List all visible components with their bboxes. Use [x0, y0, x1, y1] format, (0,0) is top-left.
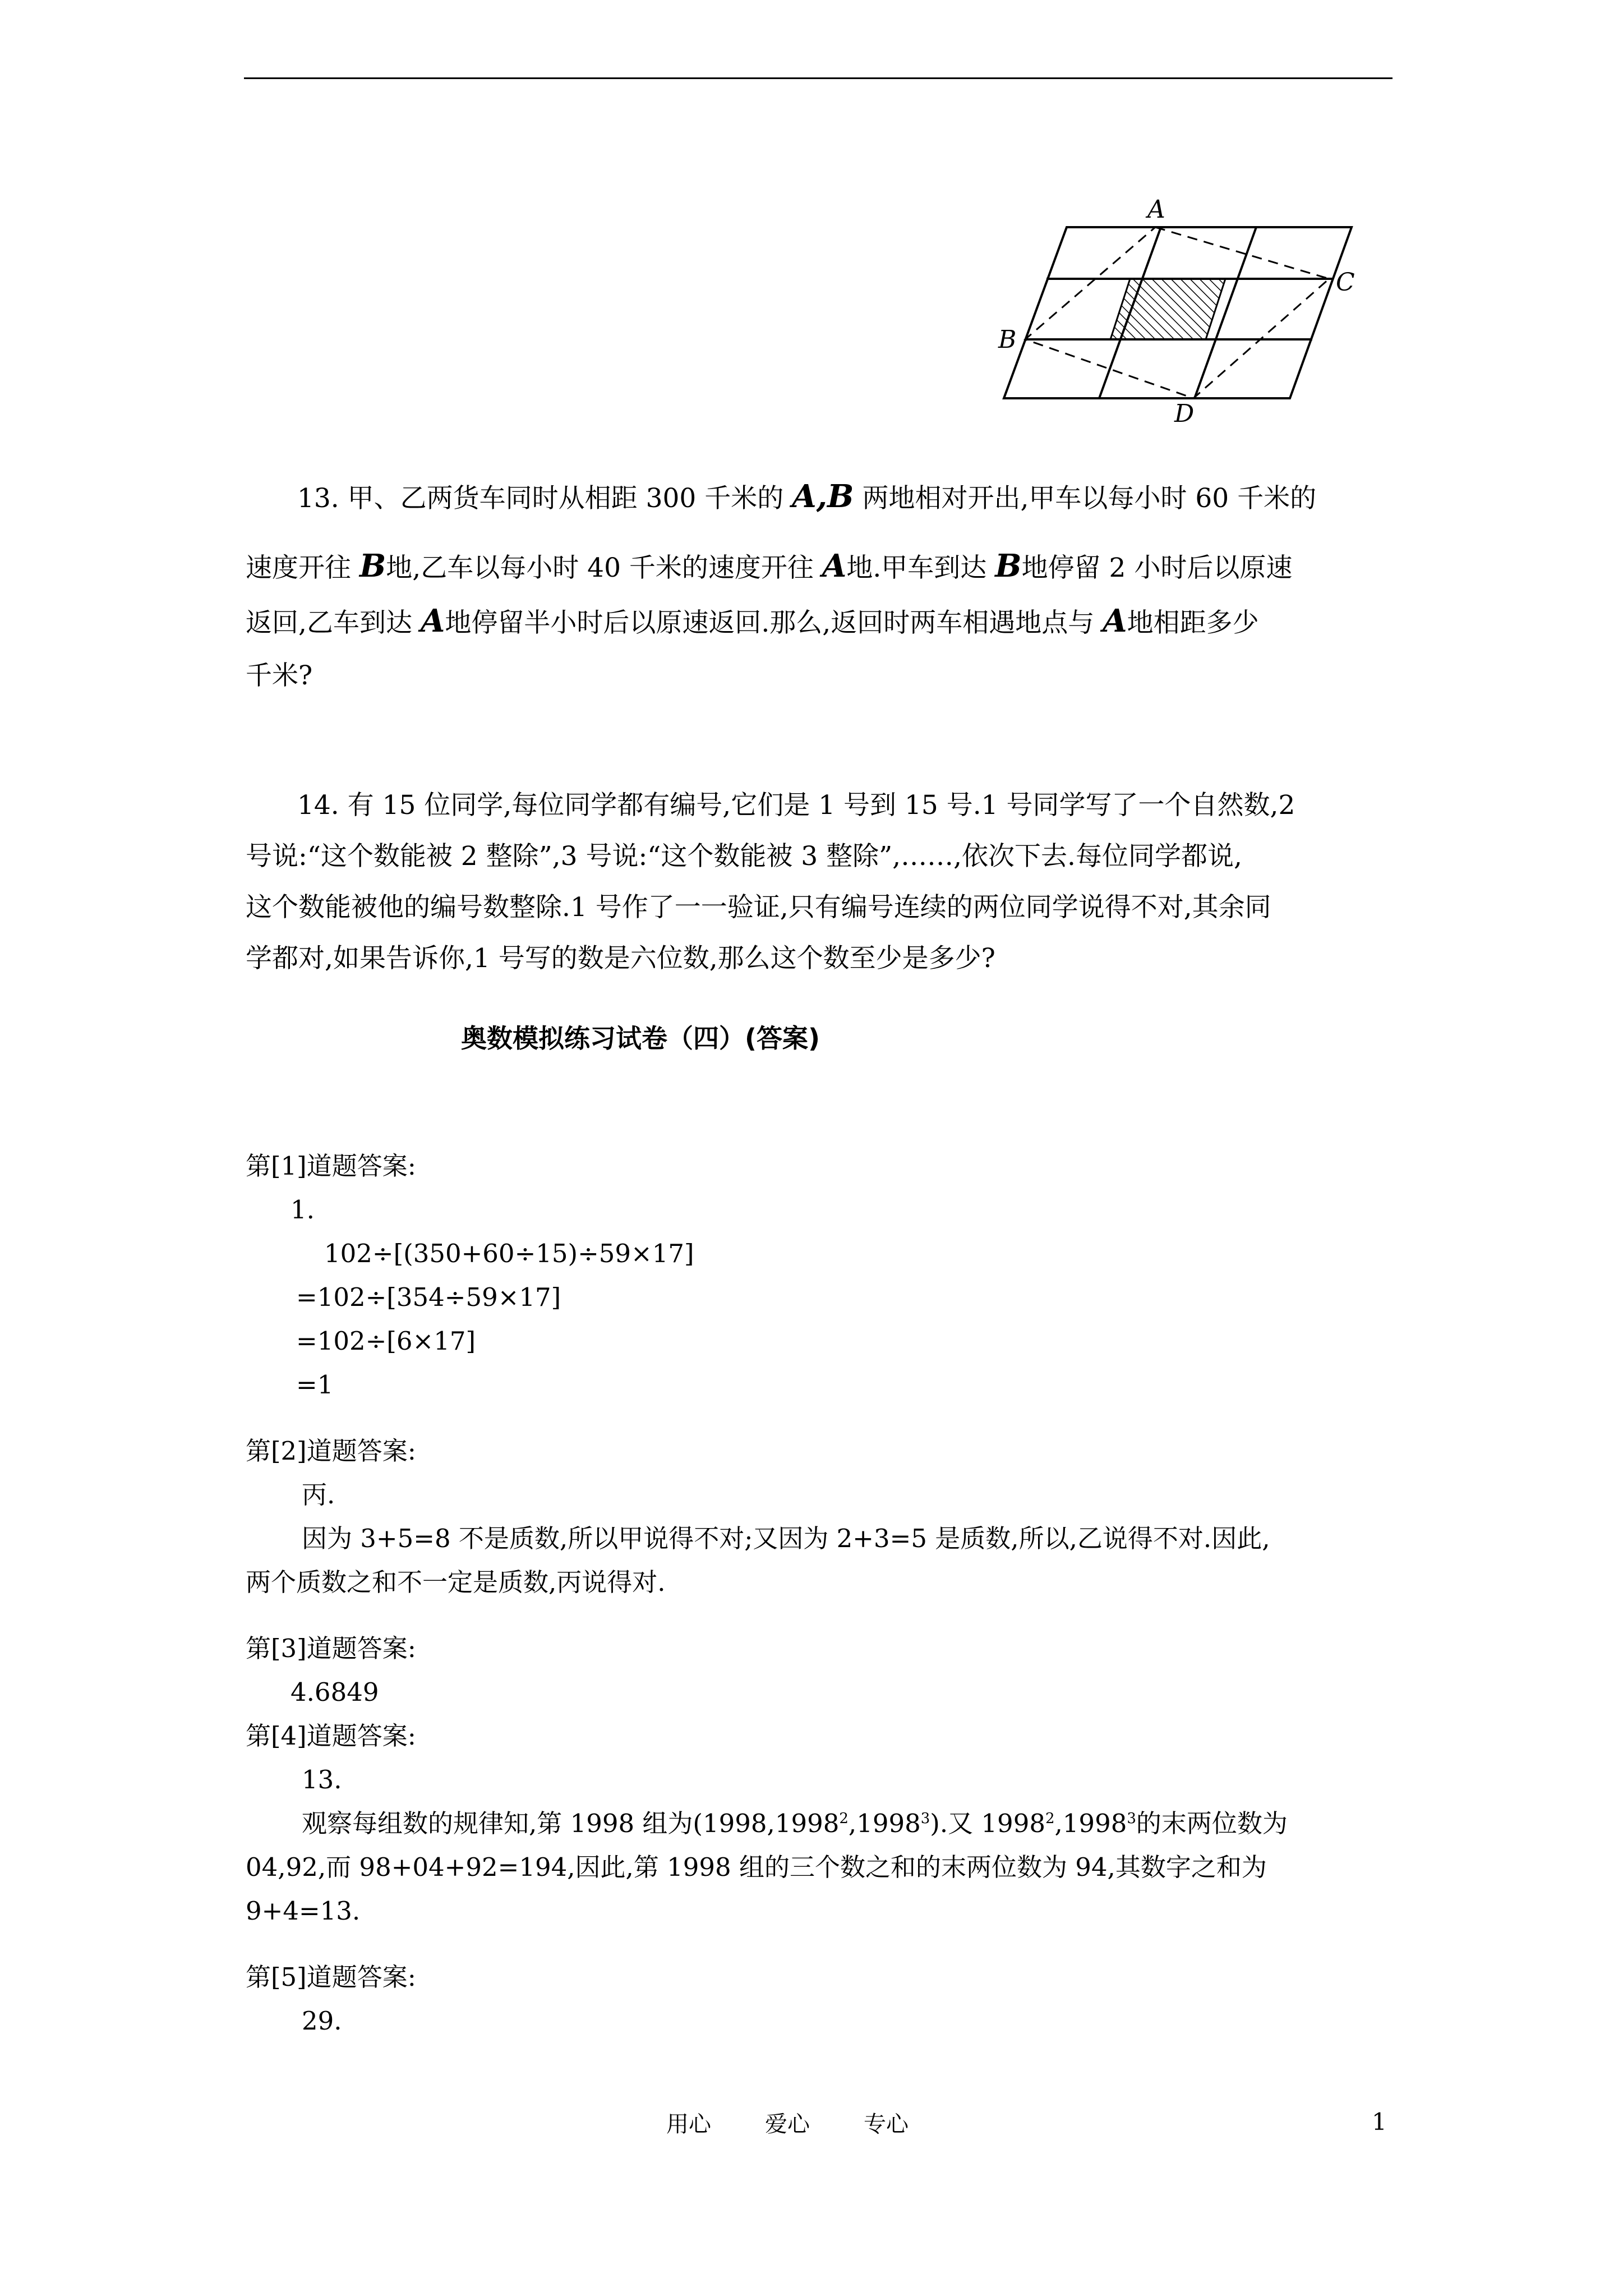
question-14	[246, 780, 1295, 984]
answer-4-line-3: 9+4=13.	[246, 1896, 361, 1926]
answer-5-result: 29.	[302, 2006, 342, 2036]
answer-1-line-4: =1	[296, 1370, 334, 1400]
answer-3-heading: 第[3]道题答案:	[246, 1634, 416, 1663]
label-D: D	[1174, 399, 1195, 428]
q14-line-3: 这个数能被他的编号数整除.1 号作了一一验证,只有编号连续的两位同学说得不对,其余同	[246, 892, 1271, 923]
page-number: 1	[1372, 2108, 1387, 2136]
answers-title: 奥数模拟练习试卷（四）(答案)	[461, 1023, 820, 1053]
answer-1-line-1: 102÷[(350+60÷15)÷59×17]	[324, 1239, 694, 1268]
answer-1-number: 1.	[291, 1195, 315, 1225]
footer-word-3: 专心	[864, 2111, 909, 2137]
answers-section	[246, 1144, 1288, 2043]
answer-4-line-1: 观察每组数的规律知,第 1998 组为(1998,1998$^2$,1998$^3$).又 1998$^2$,1998$^3$的末两位数为	[302, 1809, 1288, 1838]
q13-line-1: 13. 甲、乙两货车同时从相距 300 千米的 A,B 两地相对开出,甲车以每小时 60 千米的	[297, 478, 1317, 515]
parallelogram-grid-figure	[987, 191, 1380, 438]
footer-word-1: 用心	[666, 2111, 711, 2137]
q14-line-1: 14. 有 15 位同学,每位同学都有编号,它们是 1 号到 15 号.1 号同学写了一个自然数,2	[297, 790, 1295, 821]
answer-1-line-3: =102÷[6×17]	[296, 1326, 476, 1356]
question-13	[246, 470, 1316, 702]
q13-line-4: 千米?	[246, 660, 313, 691]
answer-2-line-1: 因为 3+5=8 不是质数,所以甲说得不对;又因为 2+3=5 是质数,所以,乙说得不对.因此,	[302, 1524, 1270, 1553]
q13-line-3: 返回,乙车到达 A地停留半小时后以原速返回.那么,返回时两车相遇地点与 A地相距多少	[246, 602, 1259, 639]
answer-4-heading: 第[4]道题答案:	[246, 1721, 416, 1751]
header-rule	[244, 77, 1393, 79]
q13-line-2: 速度开往 B地,乙车以每小时 40 千米的速度开往 A地.甲车到达 B地停留 2 小时后以原速	[246, 547, 1293, 585]
answer-5-heading: 第[5]道题答案:	[246, 1962, 416, 1992]
label-A: A	[1147, 195, 1165, 224]
footer-motto	[666, 2106, 962, 2138]
answer-2-heading: 第[2]道题答案:	[246, 1436, 416, 1466]
q14-line-4: 学都对,如果告诉你,1 号写的数是六位数,那么这个数至少是多少?	[246, 943, 995, 974]
footer-word-2: 爱心	[765, 2111, 810, 2137]
label-C: C	[1336, 268, 1355, 297]
answer-2-result: 丙.	[302, 1480, 335, 1510]
answer-1-line-2: =102÷[354÷59×17]	[296, 1282, 561, 1312]
answer-4-result: 13.	[302, 1765, 342, 1795]
q14-line-2: 号说:“这个数能被 2 整除”,3 号说:“这个数能被 3 整除”,……,依次下去.每位同学都说,	[246, 841, 1242, 872]
answer-1-heading: 第[1]道题答案:	[246, 1151, 416, 1181]
answer-4-line-2: 04,92,而 98+04+92=194,因此,第 1998 组的三个数之和的末两位数为 94,其数字之和为	[246, 1852, 1267, 1882]
shaded-cell	[1110, 279, 1225, 339]
answer-3-result: 4.6849	[291, 1677, 379, 1707]
label-B: B	[998, 325, 1017, 354]
answer-2-line-2: 两个质数之和不一定是质数,丙说得对.	[246, 1567, 666, 1597]
